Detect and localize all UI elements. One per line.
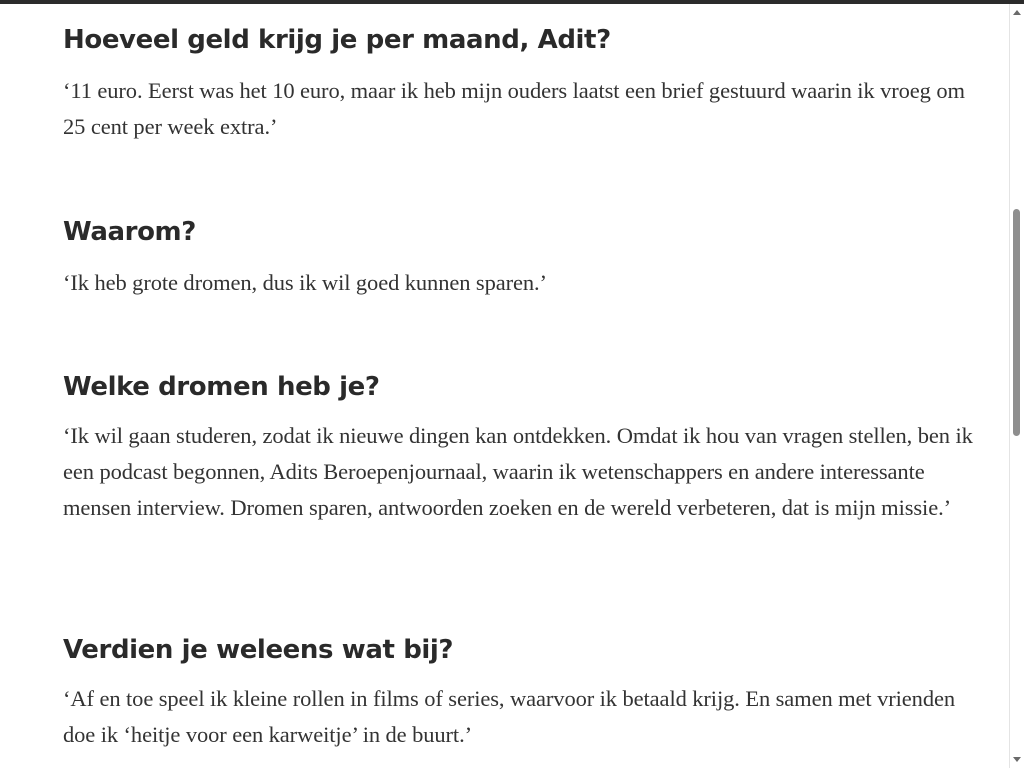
qa-block-why <box>63 215 983 301</box>
answer-paragraph: ‘Ik wil gaan studeren, zodat ik nieuwe dingen kan ontdekken. Omdat ik hou van vragen stellen, ben ik een podcast begonnen, Adits Beroepenjournaal, waarin ik wetenschappers en andere interessante mensen interview. Dromen sparen, antwoorden zoeken en de wereld verbeteren, dat is mijn missie.’ <box>63 423 973 520</box>
question-heading: Welke dromen heb je? <box>63 372 380 402</box>
question-heading: Verdien je weleens wat bij? <box>63 635 454 665</box>
browser-top-edge <box>0 0 1024 4</box>
question-heading: Hoeveel geld krijg je per maand, Adit? <box>63 25 611 55</box>
qa-block-earnings <box>63 633 983 753</box>
scrollbar-thumb[interactable] <box>1013 209 1020 436</box>
answer-paragraph: ‘Af en toe speel ik kleine rollen in films of series, waarvoor ik betaald krijg. En samen met vrienden doe ik ‘heitje voor een karweitje’ in de buurt.’ <box>63 686 956 747</box>
qa-block-dreams <box>63 370 983 526</box>
vertical-scrollbar[interactable] <box>1009 4 1024 768</box>
answer-paragraph: ‘Ik heb grote dromen, dus ik wil goed kunnen sparen.’ <box>63 270 547 295</box>
answer-paragraph: ‘11 euro. Eerst was het 10 euro, maar ik heb mijn ouders laatst een brief gestuurd waarin ik vroeg om 25 cent per week extra.’ <box>63 78 965 139</box>
scroll-down-arrow-icon[interactable] <box>1013 757 1021 762</box>
question-heading: Waarom? <box>63 217 196 247</box>
qa-block-allowance <box>63 23 983 145</box>
scroll-up-arrow-icon[interactable] <box>1013 10 1021 15</box>
